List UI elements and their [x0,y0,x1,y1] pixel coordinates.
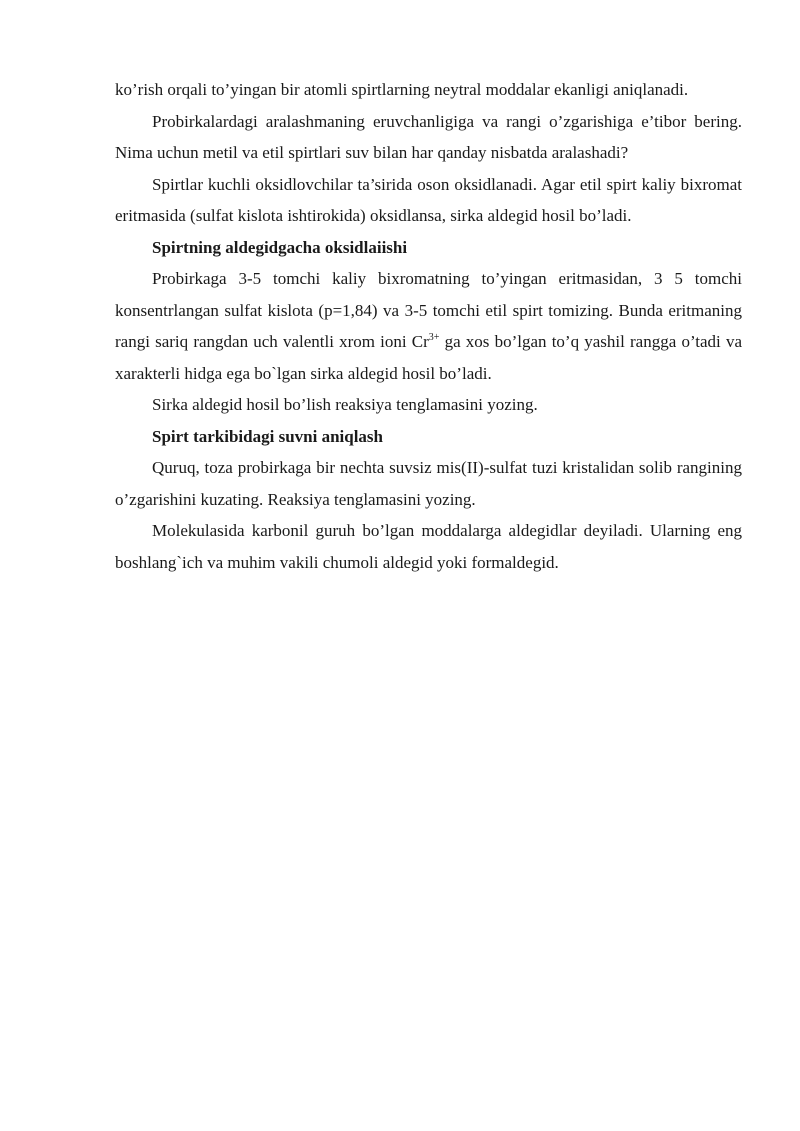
paragraph-solubility: Probirkalardagi aralashmaning eruvchanligiga va rangi o’zgarishiga e’tibor bering. Nima uchun metil va etil spirtlari suv bilan har qanday nisbatda aralashadi? [115,111,742,162]
paragraph-oxidation: Spirtlar kuchli oksidlovchilar ta’sirida oson oksidlanadi. Agar etil spirt kaliy bixromat eritmasida (sulfat kislota ishtirokida) oksidlansa, sirka aldegid hosil bo’ladi. [115,174,742,225]
section-heading-water: Spirt tarkibidagi suvni aniqlash [152,426,384,446]
paragraph-continuation: ko’rish orqali to’yingan bir atomli spirtlarning neytral moddalar ekanligi aniqlanadi. [115,80,689,99]
paragraph-aldehydes: Molekulasida karbonil guruh bo’lgan moddalarga aldegidlar deyiladi. Ularning eng boshlang`ich va muhim vakili chumoli aldegid yoki formaldegid. [115,521,742,572]
procedure-text-start: Probirkaga 3-5 tomchi kaliy bixromatning to’yingan eritmasidan, 3 5 tomchi konsentrlangan sulfat kislota (p=1,84) va 3-5 tomchi etil spirt tomizing. Bunda eritmaning rangi sariq rangdan uch valentli xrom ioni Cr [115,269,742,351]
chromium-charge-superscript: 3+ [428,332,440,343]
paragraph-copper-sulfate: Quruq, toza probirkaga bir nechta suvsiz mis(II)-sulfat tuzi kristalidan solib rangining o’zgarishini kuzating. Reaksiya tenglamasini yozing. [115,458,742,509]
procedure-text-end: ga xos bo’lgan to’q yashil rangga o’tadi va xarakterli hidga ega bo`lgan sirka aldegid hosil bo’ladi. [115,332,742,383]
paragraph-task-equation: Sirka aldegid hosil bo’lish reaksiya tenglamasini yozing. [152,395,538,414]
section-heading-oxidation: Spirtning aldegidgacha oksidlaiishi [152,237,408,257]
document-body [115,74,742,578]
paragraph-procedure [115,263,742,389]
